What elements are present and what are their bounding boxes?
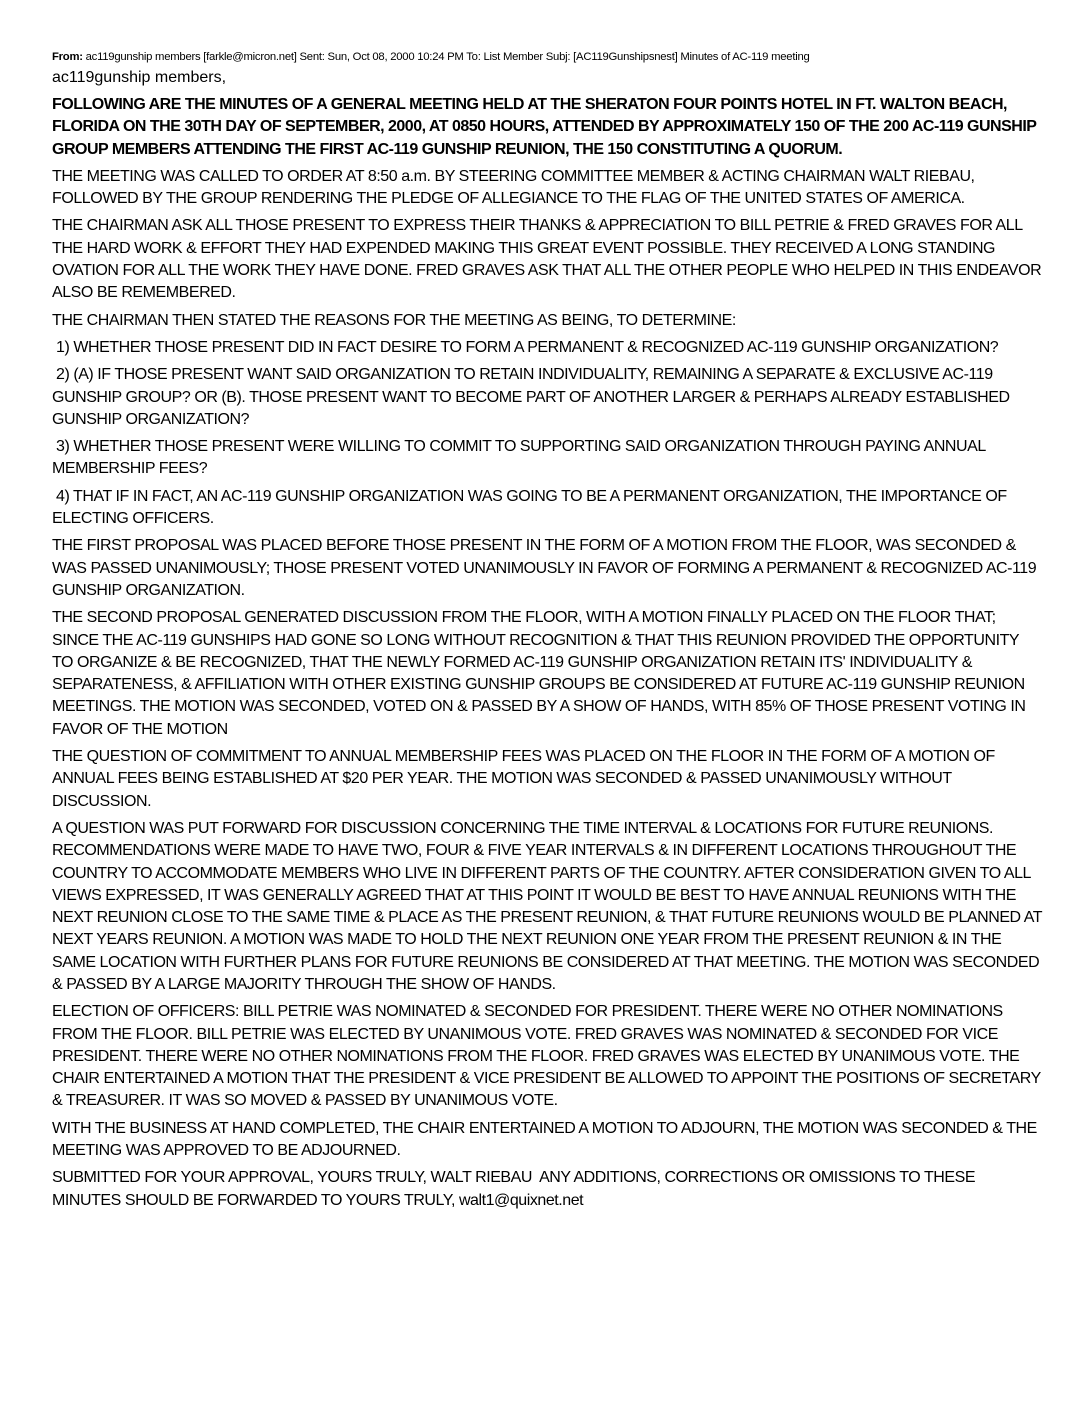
- first-proposal-paragraph: THE FIRST PROPOSAL WAS PLACED BEFORE THOSE PRESENT IN THE FORM OF A MOTION FROM THE FLOOR, WAS SECONDED & WAS PASSED UNANIMOUSLY; THOSE PRESENT VOTED UNANIMOUSLY IN FAVOR OF FORMING A PERMANENT & RECOGNIZED AC-119 GUNSHIP ORGANIZATION.: [52, 537, 1037, 599]
- minutes-intro: FOLLOWING ARE THE MINUTES OF A GENERAL MEETING HELD AT THE SHERATON FOUR POINTS HOTEL IN FT. WALTON BEACH, FLORIDA ON THE 30TH DAY OF SEPTEMBER, 2000, AT 0850 HOURS, ATTENDED BY APPROXIMATELY 150 OF THE 200 AC-119 GUNSHIP GROUP MEMBERS ATTENDING THE FIRST AC-119 GUNSHIP REUNION, THE 150 CONSTITUTING A QUORUM.: [52, 96, 1037, 158]
- from-label: From:: [52, 51, 83, 63]
- submission-paragraph: SUBMITTED FOR YOUR APPROVAL, YOURS TRULY, WALT RIEBAU ANY ADDITIONS, CORRECTIONS OR OMISSIONS TO THESE MINUTES SHOULD BE FORWARDED TO YOURS TRULY, walt1@quixnet.net: [52, 1169, 980, 1209]
- second-proposal-paragraph: THE SECOND PROPOSAL GENERATED DISCUSSION FROM THE FLOOR, WITH A MOTION FINALLY PLACED ON THE FLOOR THAT; SINCE THE AC-119 GUNSHIPS HAD GONE SO LONG WITHOUT RECOGNITION & THAT THIS REUNION PROVIDED THE OPPORTUNITY TO ORGANIZE & BE RECOGNIZED, THAT THE NEWLY FORMED AC-119 GUNSHIP ORGANIZATION RETAIN ITS' INDIVIDUALITY & SEPARATENESS, & AFFILIATION WITH OTHER EXISTING GUNSHIP GROUPS BE CONSIDERED AT FUTURE AC-119 GUNSHIP REUNION MEETINGS. THE MOTION WAS SECONDED, VOTED ON & PASSED BY A SHOW OF HANDS, WITH 85% OF THOSE PRESENT VOTING IN FAVOR OF THE MOTION: [52, 609, 1026, 738]
- reason-item-2: 2) (A) IF THOSE PRESENT WANT SAID ORGANIZATION TO RETAIN INDIVIDUALITY, REMAINING A SEPARATE & EXCLUSIVE AC-119 GUNSHIP GROUP? OR (B). THOSE PRESENT WANT TO BECOME PART OF ANOTHER LARGER & PERHAPS ALREADY ESTABLISHED GUNSHIP ORGANIZATION?: [52, 366, 1014, 428]
- reason-item-3: 3) WHETHER THOSE PRESENT WERE WILLING TO COMMIT TO SUPPORTING SAID ORGANIZATION THROUGH PAYING ANNUAL MEMBERSHIP FEES?: [52, 438, 990, 478]
- adjournment-paragraph: WITH THE BUSINESS AT HAND COMPLETED, THE CHAIR ENTERTAINED A MOTION TO ADJOURN, THE MOTION WAS SECONDED & THE MEETING WAS APPROVED TO BE ADJOURNED.: [52, 1119, 1037, 1160]
- thanks-paragraph: THE CHAIRMAN ASK ALL THOSE PRESENT TO EXPRESS THEIR THANKS & APPRECIATION TO BILL PETRIE & FRED GRAVES FOR ALL THE HARD WORK & EFFORT THEY HAD EXPENDED MAKING THIS GREAT EVENT POSSIBLE. THEY RECEIVED A LONG STANDING OVATION FOR ALL THE WORK THEY HAVE DONE. FRED GRAVES ASK THAT ALL THE OTHER PEOPLE WHO HELPED IN THIS ENDEAVOR ALSO BE REMEMBERED.: [52, 217, 1042, 302]
- future-reunions-paragraph: A QUESTION WAS PUT FORWARD FOR DISCUSSION CONCERNING THE TIME INTERVAL & LOCATIONS FOR FUTURE REUNIONS. RECOMMENDATIONS WERE MADE TO HAVE TWO, FOUR & FIVE YEAR INTERVALS & IN DIFFERENT LOCATIONS THROUGHOUT THE COUNTRY TO ACCOMMODATE MEMBERS WHO LIVE IN DIFFERENT PARTS OF THE COUNTRY. AFTER CONSIDERATION GIVEN TO ALL VIEWS EXPRESSED, IT WAS GENERALLY AGREED THAT AT THIS POINT IT WOULD BE BEST TO HAVE ANNUAL REUNIONS WITH THE NEXT REUNION CLOSE TO THE SAME TIME & PLACE AS THE PRESENT REUNION, & THAT FUTURE REUNIONS WOULD BE PLANNED AT NEXT YEARS REUNION. A MOTION WAS MADE TO HOLD THE NEXT REUNION ONE YEAR FROM THE PRESENT REUNION & IN THE SAME LOCATION WITH FURTHER PLANS FOR FUTURE REUNIONS BE CONSIDERED AT THAT MEETING. THE MOTION WAS SECONDED & PASSED BY A LARGE MAJORITY THROUGH THE SHOW OF HANDS.: [52, 819, 1042, 993]
- membership-fees-paragraph: THE QUESTION OF COMMITMENT TO ANNUAL MEMBERSHIP FEES WAS PLACED ON THE FLOOR IN THE FORM OF A MOTION OF ANNUAL FEES BEING ESTABLISHED AT $20 PER YEAR. THE MOTION WAS SECONDED & PASSED UNANIMOUSLY WITHOUT DISCUSSION.: [52, 748, 995, 810]
- call-to-order-paragraph: THE MEETING WAS CALLED TO ORDER AT 8:50 a.m. BY STEERING COMMITTEE MEMBER & ACTING CHAIRMAN WALT RIEBAU, FOLLOWED BY THE GROUP RENDERING THE PLEDGE OF ALLEGIANCE TO THE FLAG OF THE UNITED STATES OF AMERICA.: [52, 167, 975, 208]
- reason-item-1: 1) WHETHER THOSE PRESENT DID IN FACT DESIRE TO FORM A PERMANENT & RECOGNIZED AC-119 GUNSHIP ORGANIZATION?: [52, 338, 999, 356]
- email-header: [52, 50, 1042, 64]
- election-paragraph: ELECTION OF OFFICERS: BILL PETRIE WAS NOMINATED & SECONDED FOR PRESIDENT. THERE WERE NO OTHER NOMINATIONS FROM THE FLOOR. BILL PETRIE WAS ELECTED BY UNANIMOUS VOTE. FRED GRAVES WAS NOMINATED & SECONDED FOR VICE PRESIDENT. THERE WERE NO OTHER NOMINATIONS FROM THE FLOOR. FRED GRAVES WAS ELECTED BY UNANIMOUS VOTE. THE CHAIR ENTERTAINED A MOTION THAT THE PRESIDENT & VICE PRESIDENT BE ALLOWED TO APPOINT THE POSITIONS OF SECRETARY & TREASURER. IT WAS SO MOVED & PASSED BY UNANIMOUS VOTE.: [52, 1003, 1041, 1110]
- greeting: ac119gunship members,: [52, 69, 227, 86]
- reasons-paragraph: THE CHAIRMAN THEN STATED THE REASONS FOR THE MEETING AS BEING, TO DETERMINE:: [52, 311, 736, 329]
- email-document: [52, 50, 1042, 1217]
- reason-item-4: 4) THAT IF IN FACT, AN AC-119 GUNSHIP ORGANIZATION WAS GOING TO BE A PERMANENT ORGANIZATION, THE IMPORTANCE OF ELECTING OFFICERS.: [52, 487, 1011, 528]
- email-header-details: ac119gunship members [farkle@micron.net] Sent: Sun, Oct 08, 2000 10:24 PM To: List Member Subj: [AC119Gunshipsnest] Minutes of AC-119 meeting: [82, 51, 810, 63]
